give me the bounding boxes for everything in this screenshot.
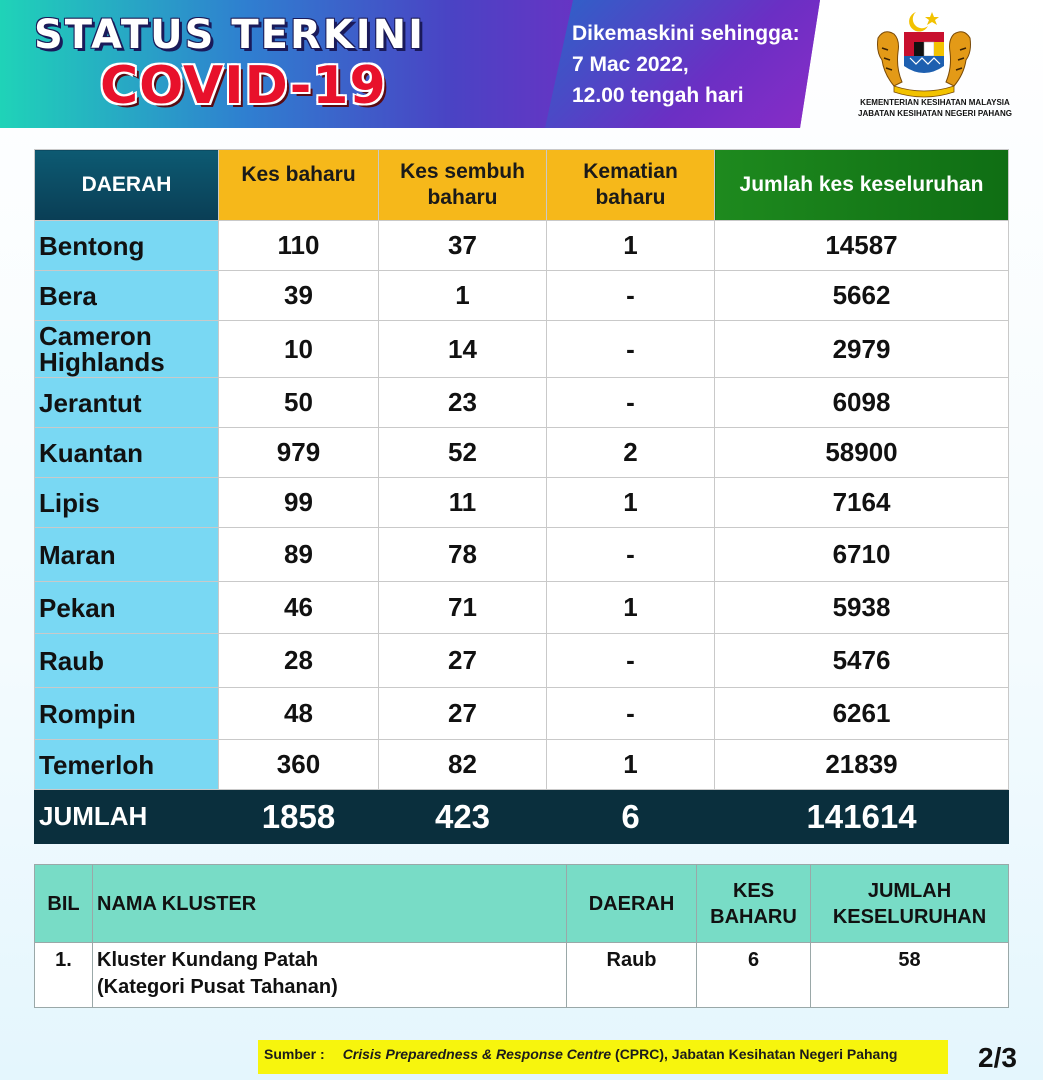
header-kes-sembuh-line1: Kes sembuh	[400, 160, 525, 183]
cell-kes-baharu: 50	[219, 378, 379, 428]
cell-jumlah: 21839	[715, 740, 1009, 790]
cell-jumlah: 5662	[715, 271, 1009, 321]
header-jumlah: Jumlah kes keseluruhan	[715, 150, 1009, 221]
header-kematian-line1: Kematian	[583, 160, 678, 183]
cell-kes-baharu: 99	[219, 478, 379, 528]
header-cluster-jumlah	[811, 865, 1009, 943]
district-name: Bentong	[35, 221, 219, 271]
cluster-name	[93, 943, 567, 1008]
source-italic: Crisis Preparedness & Response Centre	[342, 1046, 612, 1062]
cell-jumlah: 6261	[715, 688, 1009, 740]
header-daerah: DAERAH	[35, 150, 219, 221]
cluster-bil: 1.	[35, 943, 93, 1008]
cell-kematian: 2	[547, 428, 715, 478]
table-row	[35, 688, 1009, 740]
district-name: Jerantut	[35, 378, 219, 428]
cell-kes-sembuh: 27	[379, 688, 547, 740]
cell-kematian: -	[547, 688, 715, 740]
cell-jumlah: 6098	[715, 378, 1009, 428]
cell-jumlah: 6710	[715, 528, 1009, 582]
header-cluster-jumlah-line2: KESELURUHAN	[832, 905, 987, 928]
cell-kematian: -	[547, 634, 715, 688]
header-kes-sembuh-line2: baharu	[427, 186, 498, 209]
cell-jumlah: 58900	[715, 428, 1009, 478]
page-number: 2/3	[978, 1042, 1017, 1073]
cell-kes-sembuh: 71	[379, 582, 547, 634]
cluster-kes-baharu: 6	[697, 943, 811, 1008]
table-header-row	[35, 150, 1009, 221]
cell-jumlah: 5938	[715, 582, 1009, 634]
total-jumlah: 141614	[715, 790, 1009, 844]
cell-kes-sembuh: 82	[379, 740, 547, 790]
table-row	[35, 221, 1009, 271]
district-name-line2: Highlands	[39, 347, 165, 377]
cluster-name-line2: (Kategori Pusat Tahanan)	[97, 976, 338, 998]
cell-kes-baharu: 979	[219, 428, 379, 478]
total-row	[35, 790, 1009, 844]
total-kes-sembuh: 423	[379, 790, 547, 844]
district-name: Kuantan	[35, 428, 219, 478]
header-bil: BIL	[35, 865, 93, 943]
source-label: Sumber :	[264, 1046, 325, 1062]
district-name: Raub	[35, 634, 219, 688]
header-cluster-daerah: DAERAH	[567, 865, 697, 943]
district-name	[35, 321, 219, 378]
header-kematian	[547, 150, 715, 221]
header-kes-sembuh	[379, 150, 547, 221]
page-title: STATUS TERKINI	[34, 12, 425, 58]
cell-kes-baharu: 10	[219, 321, 379, 378]
district-name: Lipis	[35, 478, 219, 528]
table-row	[35, 528, 1009, 582]
cell-jumlah: 7164	[715, 478, 1009, 528]
cell-kes-sembuh: 1	[379, 271, 547, 321]
table-row	[35, 428, 1009, 478]
cell-jumlah: 14587	[715, 221, 1009, 271]
header-cluster-kes-line2: BAHARU	[710, 905, 797, 928]
cell-kes-baharu: 110	[219, 221, 379, 271]
update-info	[572, 18, 812, 111]
header-cluster-kes	[697, 865, 811, 943]
table-row	[35, 321, 1009, 378]
cell-kes-baharu: 39	[219, 271, 379, 321]
table-row	[35, 271, 1009, 321]
source-rest: (CPRC), Jabatan Kesihatan Negeri Pahang	[611, 1046, 898, 1062]
district-cases-table	[34, 149, 1009, 844]
district-name: Maran	[35, 528, 219, 582]
cell-kematian: 1	[547, 740, 715, 790]
coat-of-arms-icon	[870, 8, 978, 100]
cell-kes-sembuh: 11	[379, 478, 547, 528]
cell-kes-baharu: 360	[219, 740, 379, 790]
cell-kematian: 1	[547, 582, 715, 634]
district-name: Rompin	[35, 688, 219, 740]
updated-time: 12.00 tengah hari	[572, 84, 744, 107]
ministry-line2: JABATAN KESIHATAN NEGERI PAHANG	[858, 109, 1012, 118]
cluster-name-line1: Kluster Kundang Patah	[97, 949, 319, 971]
header-kes-baharu: Kes baharu	[219, 150, 379, 221]
cell-jumlah: 5476	[715, 634, 1009, 688]
cell-kes-baharu: 28	[219, 634, 379, 688]
district-name: Pekan	[35, 582, 219, 634]
table-row	[35, 634, 1009, 688]
cell-kematian: -	[547, 528, 715, 582]
cell-kematian: 1	[547, 478, 715, 528]
cell-kes-baharu: 48	[219, 688, 379, 740]
header-kematian-line2: baharu	[595, 186, 666, 209]
cell-kes-baharu: 89	[219, 528, 379, 582]
source-note	[258, 1040, 948, 1074]
header-cluster-jumlah-line1: JUMLAH	[867, 879, 952, 902]
updated-label: Dikemaskini sehingga:	[572, 22, 800, 45]
page-subtitle: COVID-19	[100, 56, 387, 116]
header-cluster-kes-line1: KES	[732, 879, 775, 902]
cell-kes-sembuh: 52	[379, 428, 547, 478]
table-row	[35, 582, 1009, 634]
district-name: Temerloh	[35, 740, 219, 790]
cluster-jumlah: 58	[811, 943, 1009, 1008]
cluster-table	[34, 864, 1009, 1008]
cell-kes-sembuh: 78	[379, 528, 547, 582]
cell-kematian: -	[547, 378, 715, 428]
cluster-header-row	[35, 865, 1009, 943]
cell-kes-sembuh: 27	[379, 634, 547, 688]
table-row	[35, 943, 1009, 1008]
total-label: JUMLAH	[35, 790, 219, 844]
district-name-line1: Cameron	[39, 321, 152, 351]
cluster-daerah: Raub	[567, 943, 697, 1008]
ministry-name	[830, 97, 1040, 119]
total-kes-baharu: 1858	[219, 790, 379, 844]
cell-kes-sembuh: 14	[379, 321, 547, 378]
cell-jumlah: 2979	[715, 321, 1009, 378]
cell-kes-baharu: 46	[219, 582, 379, 634]
cell-kematian: -	[547, 321, 715, 378]
table-row	[35, 740, 1009, 790]
table-row	[35, 378, 1009, 428]
ministry-line1: KEMENTERIAN KESIHATAN MALAYSIA	[860, 98, 1010, 107]
updated-date: 7 Mac 2022,	[572, 53, 689, 76]
header-nama-kluster: NAMA KLUSTER	[93, 865, 567, 943]
total-kematian: 6	[547, 790, 715, 844]
cell-kes-sembuh: 37	[379, 221, 547, 271]
table-row	[35, 478, 1009, 528]
district-name: Bera	[35, 271, 219, 321]
cell-kematian: 1	[547, 221, 715, 271]
cell-kematian: -	[547, 271, 715, 321]
cell-kes-sembuh: 23	[379, 378, 547, 428]
